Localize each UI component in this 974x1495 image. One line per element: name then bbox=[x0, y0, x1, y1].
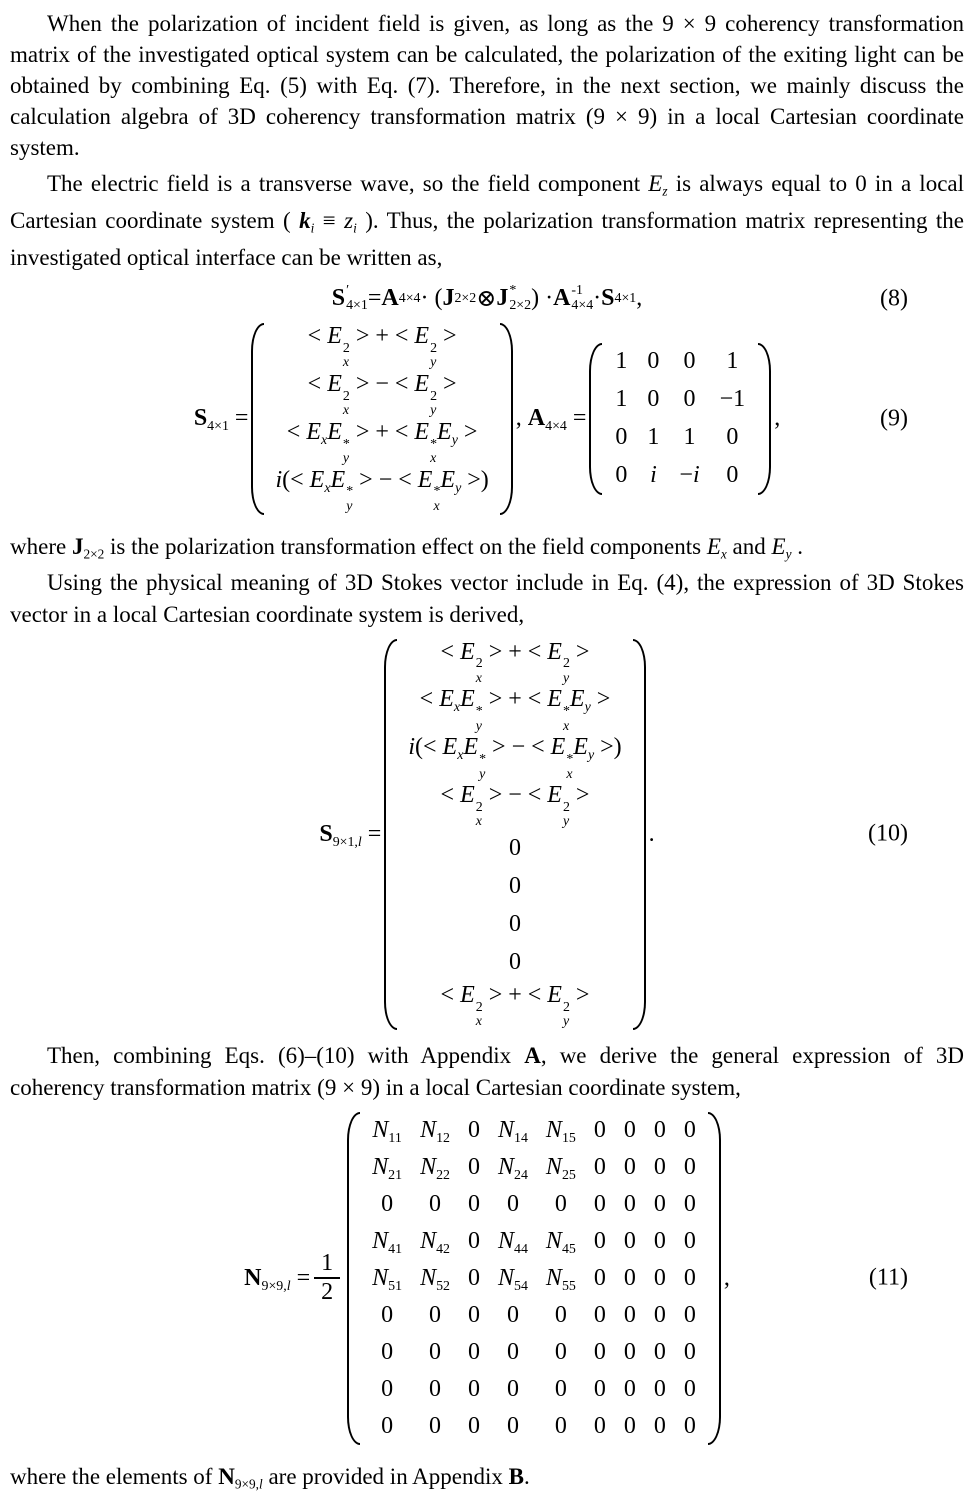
matrix-row bbox=[363, 1371, 705, 1408]
matrix-cell: 0 bbox=[726, 462, 739, 489]
matrix-row bbox=[363, 1223, 705, 1260]
matrix-cell: 0 bbox=[509, 949, 521, 976]
matrix-cell: −i bbox=[679, 462, 700, 489]
left-paren-icon bbox=[384, 639, 397, 1030]
matrix-cell: 0 bbox=[593, 1227, 606, 1254]
paragraph-using-stokes: Using the physical meaning of 3D Stokes vector include in Eq. (4), the expression of 3D Stokes vector in a local Cartesian coordinate system is derived, bbox=[10, 569, 964, 627]
matrix-cell: 0 bbox=[468, 1153, 480, 1180]
matrix-cell: 0 bbox=[683, 1116, 696, 1143]
right-paren-icon bbox=[708, 1112, 721, 1445]
eq11-suffix: , bbox=[723, 1264, 730, 1291]
matrix-cell: 0 bbox=[683, 348, 696, 375]
matrix-cell: $N_{44}$ bbox=[498, 1227, 528, 1257]
matrix-cell: $N_{21}$ bbox=[372, 1153, 403, 1183]
matrix-row bbox=[400, 686, 629, 734]
matrix-cell: $N_{24}$ bbox=[498, 1153, 528, 1183]
matrix-row bbox=[605, 343, 755, 381]
right-paren-icon bbox=[758, 343, 771, 495]
matrix-cell: < E 2 x > + < E 2 y > bbox=[440, 981, 590, 1030]
matrix-cell: 0 bbox=[653, 1190, 666, 1217]
eq9-a-matrix bbox=[589, 343, 771, 495]
equation-11-label: (11) bbox=[868, 1264, 908, 1291]
matrix-row bbox=[605, 457, 755, 495]
matrix-cell: $N_{45}$ bbox=[545, 1227, 576, 1257]
matrix-cell: 0 bbox=[593, 1116, 606, 1143]
matrix-cell: 0 bbox=[509, 835, 521, 862]
matrix-cell: 0 bbox=[615, 424, 628, 451]
left-paren-icon bbox=[251, 323, 264, 514]
matrix-cell: 1 bbox=[647, 424, 660, 451]
matrix-cell: 0 bbox=[381, 1338, 394, 1365]
matrix-cell: 0 bbox=[593, 1338, 606, 1365]
matrix-row bbox=[363, 1297, 705, 1334]
equation-9-label: (9) bbox=[880, 405, 908, 432]
matrix-cell: 0 bbox=[653, 1412, 666, 1439]
matrix-cell: 0 bbox=[653, 1375, 666, 1402]
matrix-row bbox=[363, 1334, 705, 1371]
eq10-suffix: . bbox=[648, 820, 655, 847]
matrix-cell: 0 bbox=[683, 1338, 696, 1365]
matrix-cell: 0 bbox=[593, 1412, 606, 1439]
matrix-cell: 0 bbox=[593, 1375, 606, 1402]
matrix-cell: 0 bbox=[468, 1375, 480, 1402]
matrix-cell: $N_{25}$ bbox=[545, 1153, 576, 1183]
matrix-cell: $N_{51}$ bbox=[372, 1264, 403, 1294]
matrix-row bbox=[267, 371, 496, 419]
one-half-fraction bbox=[314, 1250, 340, 1306]
matrix-cell: 0 bbox=[429, 1338, 442, 1365]
matrix-cell: 1 bbox=[615, 348, 628, 375]
matrix-row bbox=[400, 982, 629, 1030]
matrix-cell: < E 2 x > − < E 2 y > bbox=[440, 782, 590, 830]
matrix-cell: 0 bbox=[593, 1264, 606, 1291]
matrix-cell: 0 bbox=[468, 1338, 480, 1365]
eq10-vector-grid bbox=[400, 639, 629, 1030]
matrix-cell: 0 bbox=[506, 1338, 519, 1365]
matrix-cell: 0 bbox=[554, 1375, 567, 1402]
equation-11 bbox=[10, 1112, 964, 1445]
matrix-cell: 0 bbox=[683, 1227, 696, 1254]
matrix-cell: 1 bbox=[615, 386, 628, 413]
eq11-matrix-grid bbox=[363, 1112, 705, 1445]
matrix-cell: 0 bbox=[683, 1153, 696, 1180]
right-paren-icon bbox=[633, 639, 646, 1030]
matrix-row bbox=[400, 944, 629, 982]
matrix-cell: 0 bbox=[683, 1264, 696, 1291]
matrix-cell: 0 bbox=[615, 462, 628, 489]
matrix-cell: 0 bbox=[506, 1190, 519, 1217]
paragraph-transverse-wave: The electric field is a transverse wave, so the field component $E_z$ is always equal to 0 in a local Cartesian coordinate system ( $k_i \equiv z_i$ ). Thus, the polarization transformation matrix representing the investigated optical interface can be written as, bbox=[10, 171, 965, 270]
matrix-cell: $i(< E_xE$ * y > − < E * x $E_y$ >) bbox=[275, 466, 489, 514]
matrix-cell: 0 bbox=[429, 1190, 442, 1217]
matrix-cell: $N_{22}$ bbox=[420, 1153, 450, 1183]
matrix-cell: 0 bbox=[468, 1190, 480, 1217]
fraction-denominator: 2 bbox=[314, 1277, 340, 1306]
matrix-cell: 0 bbox=[647, 386, 660, 413]
matrix-cell: $N_{52}$ bbox=[420, 1264, 450, 1294]
matrix-cell: $N_{55}$ bbox=[545, 1264, 576, 1294]
matrix-cell: 0 bbox=[554, 1301, 567, 1328]
eq10-lhs: $S_{9\times 1,l}$ = bbox=[319, 820, 382, 850]
matrix-cell: 0 bbox=[623, 1190, 636, 1217]
matrix-cell: 0 bbox=[623, 1116, 636, 1143]
eq9-stokes-vector bbox=[251, 323, 512, 514]
fraction-numerator: 1 bbox=[321, 1250, 334, 1277]
matrix-cell: 0 bbox=[381, 1375, 394, 1402]
matrix-cell: 0 bbox=[653, 1227, 666, 1254]
matrix-row bbox=[267, 323, 496, 371]
matrix-cell: 0 bbox=[506, 1375, 519, 1402]
left-paren-icon bbox=[347, 1112, 360, 1445]
matrix-cell: 0 bbox=[468, 1301, 480, 1328]
matrix-cell: 0 bbox=[653, 1264, 666, 1291]
matrix-cell: 0 bbox=[623, 1301, 636, 1328]
matrix-row bbox=[400, 734, 629, 782]
matrix-row bbox=[400, 782, 629, 830]
eq10-stokes-vector bbox=[384, 639, 645, 1030]
paragraph-where-elements: where the elements of $N_{9\times 9,l}$ are provided in Appendix B. bbox=[10, 1463, 530, 1492]
matrix-cell: 0 bbox=[593, 1190, 606, 1217]
matrix-row bbox=[605, 381, 755, 419]
matrix-cell: 0 bbox=[653, 1301, 666, 1328]
matrix-row bbox=[400, 639, 629, 687]
matrix-cell: $N_{11}$ bbox=[372, 1116, 402, 1146]
matrix-row bbox=[267, 419, 496, 467]
matrix-cell: < E 2 x > − < E 2 y > bbox=[307, 371, 457, 419]
matrix-cell: 0 bbox=[683, 1412, 696, 1439]
matrix-row bbox=[267, 467, 496, 515]
matrix-cell: 0 bbox=[623, 1264, 636, 1291]
matrix-cell: 0 bbox=[647, 348, 660, 375]
eq11-lhs: $N_{9\times 9,l}$ = bbox=[244, 1264, 311, 1294]
matrix-cell: < E 2 x > + < E 2 y > bbox=[440, 638, 590, 686]
matrix-cell: 0 bbox=[623, 1375, 636, 1402]
matrix-cell: $N_{15}$ bbox=[545, 1116, 576, 1146]
matrix-row bbox=[400, 868, 629, 906]
matrix-cell: $i(< E_xE$ * y > − < E * x $E_y$ >) bbox=[408, 734, 622, 782]
equation-8-expression: S ′ 4×1 = A 4×4 · ( J 2×2 ⊗ J * 2×2 ) · A -1 4×4 · S 4×1 , bbox=[331, 283, 643, 313]
eq11-n-matrix bbox=[347, 1112, 721, 1445]
matrix-cell: 0 bbox=[509, 873, 521, 900]
equation-9 bbox=[10, 323, 964, 514]
eq9-a-matrix-grid bbox=[605, 343, 755, 495]
matrix-cell: < E 2 x > + < E 2 y > bbox=[307, 323, 457, 371]
eq9-mid: , $A_{4\times 4}$ = bbox=[515, 405, 587, 435]
matrix-cell: 0 bbox=[653, 1116, 666, 1143]
matrix-row bbox=[400, 906, 629, 944]
left-paren-icon bbox=[589, 343, 602, 495]
equation-10 bbox=[10, 639, 964, 1030]
matrix-cell: 0 bbox=[683, 1190, 696, 1217]
paragraph-then-combining: Then, combining Eqs. (6)–(10) with Appendix A, we derive the general expression of 3D coherency transformation matrix (9 × 9) in a local Cartesian coordinate system, bbox=[10, 1042, 964, 1100]
matrix-cell: 0 bbox=[726, 424, 739, 451]
equation-8-label: (8) bbox=[880, 285, 908, 312]
matrix-cell: 0 bbox=[468, 1412, 480, 1439]
matrix-row bbox=[400, 830, 629, 868]
matrix-cell: 0 bbox=[683, 386, 696, 413]
equation-8 bbox=[10, 284, 964, 313]
matrix-cell: 0 bbox=[468, 1227, 480, 1254]
matrix-cell: $N_{12}$ bbox=[420, 1116, 450, 1146]
eq9-vector-grid bbox=[267, 323, 496, 514]
matrix-cell: 0 bbox=[506, 1301, 519, 1328]
matrix-row bbox=[363, 1260, 705, 1297]
matrix-cell: 0 bbox=[554, 1338, 567, 1365]
paragraph-where-j: where $J_{2\times 2}$ is the polarization transformation effect on the field components $E_x$ and $E_y$ . bbox=[10, 533, 803, 562]
matrix-cell: i bbox=[650, 462, 657, 489]
matrix-cell: 0 bbox=[623, 1227, 636, 1254]
matrix-cell: 0 bbox=[623, 1412, 636, 1439]
matrix-cell: 0 bbox=[554, 1190, 567, 1217]
matrix-row bbox=[605, 419, 755, 457]
eq9-suffix: , bbox=[774, 405, 781, 432]
equation-10-expression bbox=[319, 639, 654, 1030]
equation-10-label: (10) bbox=[868, 820, 908, 847]
matrix-cell: 0 bbox=[429, 1375, 442, 1402]
matrix-cell: 0 bbox=[381, 1412, 394, 1439]
equation-11-expression bbox=[244, 1112, 730, 1445]
matrix-cell: 0 bbox=[509, 911, 521, 938]
equation-9-expression bbox=[194, 323, 780, 514]
matrix-cell: 0 bbox=[623, 1153, 636, 1180]
matrix-cell: $N_{14}$ bbox=[498, 1116, 528, 1146]
matrix-cell: 0 bbox=[683, 1301, 696, 1328]
matrix-cell: 0 bbox=[429, 1412, 442, 1439]
matrix-cell: 0 bbox=[554, 1412, 567, 1439]
matrix-cell: $N_{42}$ bbox=[420, 1227, 450, 1257]
matrix-cell: 1 bbox=[683, 424, 696, 451]
matrix-cell: 0 bbox=[593, 1301, 606, 1328]
matrix-cell: 1 bbox=[726, 348, 739, 375]
eq9-lhs: $S_{4\times 1}$ = bbox=[193, 405, 249, 435]
matrix-cell: 0 bbox=[429, 1301, 442, 1328]
matrix-cell: −1 bbox=[719, 386, 746, 413]
matrix-cell: 0 bbox=[623, 1338, 636, 1365]
matrix-cell: < $E_xE$ * y > + < E * x $E_y$ > bbox=[419, 686, 611, 734]
matrix-cell: 0 bbox=[381, 1190, 394, 1217]
matrix-cell: $N_{54}$ bbox=[498, 1264, 528, 1294]
matrix-row bbox=[363, 1408, 705, 1445]
matrix-cell: 0 bbox=[468, 1264, 480, 1291]
matrix-cell: $N_{41}$ bbox=[372, 1227, 403, 1257]
paragraph-intro: When the polarization of incident field is given, as long as the 9 × 9 coherency transformation matrix of the investigated optical system can be calculated, the polarization of the exiting light can be obtained by combining Eq. (5) with Eq. (7). Therefore, in the next section, we mainly discuss the calculation algebra of 3D coherency transformation matrix (9 × 9) in a local Cartesian coordinate system. bbox=[10, 11, 964, 160]
matrix-cell: 0 bbox=[653, 1153, 666, 1180]
matrix-cell: 0 bbox=[683, 1375, 696, 1402]
matrix-row bbox=[363, 1186, 705, 1223]
matrix-cell: 0 bbox=[653, 1338, 666, 1365]
matrix-cell: < $E_xE$ * y > + < E * x $E_y$ > bbox=[286, 418, 478, 467]
matrix-cell: 0 bbox=[468, 1116, 480, 1143]
matrix-row bbox=[363, 1149, 705, 1186]
matrix-cell: 0 bbox=[506, 1412, 519, 1439]
matrix-cell: 0 bbox=[381, 1301, 394, 1328]
matrix-row bbox=[363, 1112, 705, 1149]
right-paren-icon bbox=[500, 323, 513, 514]
matrix-cell: 0 bbox=[593, 1153, 606, 1180]
